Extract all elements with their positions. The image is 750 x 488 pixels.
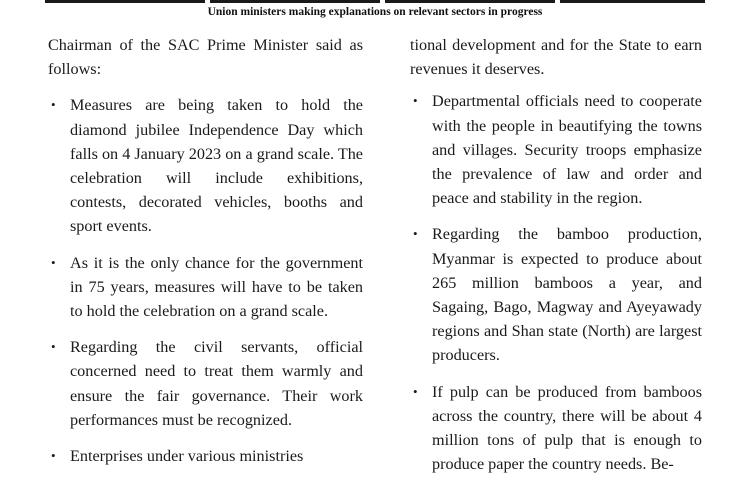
list-item — [48, 444, 363, 468]
photo-edge — [560, 0, 705, 3]
bullet-icon: • — [51, 254, 56, 270]
bullet-icon: • — [413, 93, 418, 109]
list-item — [410, 380, 702, 477]
bullet-icon: • — [51, 97, 56, 113]
photo-edge — [45, 0, 205, 3]
list-item-text: Departmental officials need to cooperate with the people in beautifying the towns and villages. Security troops emphasize the prevalence of law and order and peace and stability in the region. — [432, 92, 702, 208]
list-item-text: Regarding the bamboo production, Myanmar is expected to produce about 265 million bamboos a year, and Sagaing, Bago, Magway and Ayeyawady regions and Shan state (North) are largest producers. — [432, 225, 702, 365]
list-item — [48, 93, 363, 238]
list-item-text: As it is the only chance for the government in 75 years, measures will have to be taken to hold the celebration on a grand scale. — [70, 253, 363, 321]
list-item — [48, 335, 363, 432]
bullet-icon: • — [51, 448, 56, 464]
list-item-text: Measures are being taken to hold the diamond jubilee Independence Day which falls on 4 January 2023 on a grand scale. The celebration will include exhibitions, contests, decorated vehicles, booths and sport events. — [70, 96, 363, 236]
photo-edge — [385, 0, 555, 3]
photo-caption: Union ministers making explanations on relevant sectors in progress — [207, 6, 543, 18]
left-column — [48, 33, 363, 480]
photo-edge — [210, 0, 380, 3]
photo-strip — [0, 0, 750, 3]
list-item — [48, 251, 363, 324]
bullet-icon: • — [413, 226, 418, 242]
continued-paragraph: tional development and for the State to earn revenues it deserves. — [410, 36, 702, 79]
bullet-icon: • — [51, 339, 56, 355]
bullet-icon: • — [413, 383, 418, 399]
list-item — [410, 222, 702, 367]
list-item — [410, 89, 702, 210]
list-item-text: If pulp can be produced from bamboos across the country, there will be about 4 million tons of pulp that is enough to produce paper the country needs. Be- — [432, 382, 702, 474]
list-item-text: Enterprises under various ministries — [70, 447, 304, 466]
intro-paragraph: Chairman of the SAC Prime Minister said as follows: — [48, 36, 363, 79]
bullet-list — [410, 89, 702, 476]
right-column — [410, 33, 702, 488]
list-item-text: Regarding the civil servants, official concerned need to treat them warmly and ensure the fair governance. Their work performances must be recognized. — [70, 338, 363, 429]
bullet-list — [48, 93, 363, 468]
